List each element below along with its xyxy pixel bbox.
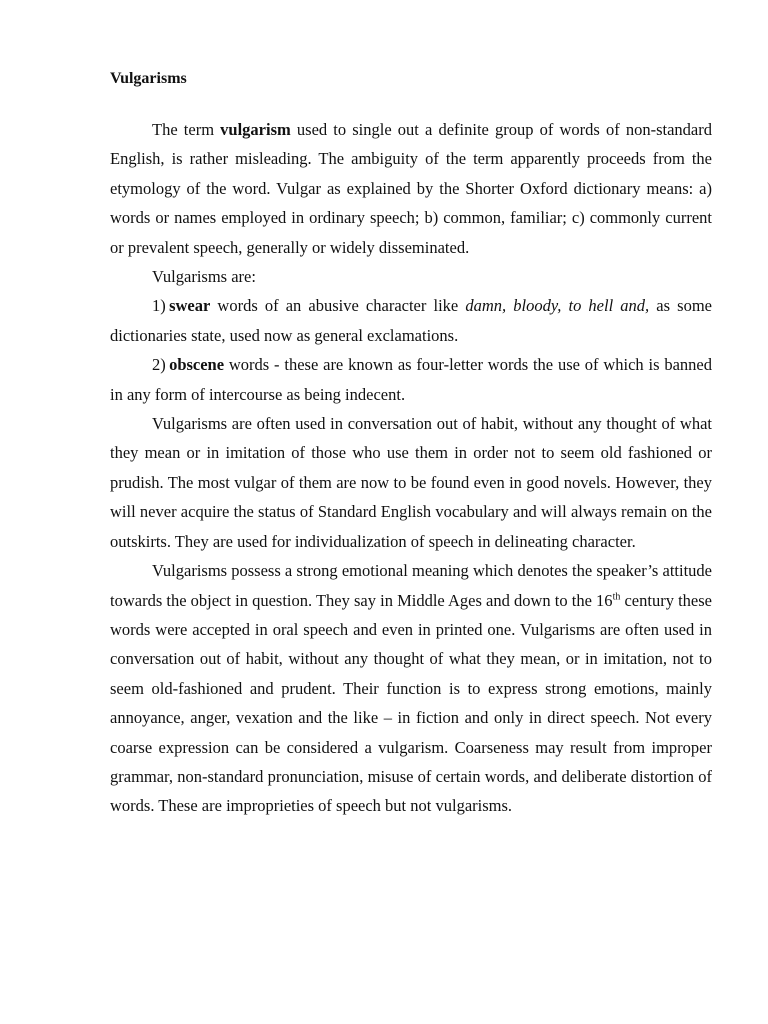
document-heading: Vulgarisms xyxy=(110,70,187,87)
paragraph-habit xyxy=(110,409,712,556)
text-run: Vulgarisms are often used in conversation out of habit, without any thought of what they mean or in imitation of those who use them in order not to seem old fashioned or prudish. The most vulgar of them are now to be found even in good novels. However, they will never acquire the status of Standard English vocabulary and will always remain on the outskirts. They are used for individualization of speech in delineating character. xyxy=(110,414,712,551)
text-run: as some dictionaries state, used now as general exclamations. xyxy=(110,296,712,345)
text-run: Vulgarisms are: xyxy=(152,267,256,287)
text-run: Vulgarisms possess a strong emotional meaning which denotes the speaker’s attitude towards the object in question. They say in Middle Ages and down to the 16 xyxy=(110,561,712,610)
paragraph-intro xyxy=(110,115,712,262)
paragraph-list-intro xyxy=(110,262,712,291)
bold-term: vulgarism xyxy=(220,120,291,139)
text-run: used to single out a definite group of words of non-standard English, is rather misleading. The ambiguity of the term apparently proceeds from the etymology of the word. Vulgar as explained by the Shorter Oxford dictionary means: a) words or names employed in ordinary speech; b) common, familiar; c) commonly current or prevalent speech, generally or widely disseminated. xyxy=(110,120,712,257)
text-run: century these words were accepted in oral speech and even in printed one. Vulgarisms are often used in conversation out of habit, without any thought of what they mean, or in imitation, not to seem old-fashioned and prudent. Their function is to express strong emotions, mainly annoyance, anger, vexation and the like – in fiction and only in direct speech. Not every coarse expression can be considered a vulgarism. Coarseness may result from improper grammar, non-standard pronunciation, misuse of certain words, and deliberate distortion of words. These are improprieties of speech but not vulgarisms. xyxy=(110,590,712,816)
paragraph-item-obscene xyxy=(110,350,712,409)
text-run: 2) xyxy=(152,355,170,375)
text-run: The term xyxy=(152,120,221,139)
superscript: th xyxy=(612,591,621,602)
paragraph-item-swear xyxy=(110,291,712,350)
bold-term: obscene xyxy=(169,355,225,375)
document-body xyxy=(110,115,712,821)
italic-examples: damn, bloody, to hell and, xyxy=(465,296,650,316)
text-run: words - these are known as four-letter words the use of which is banned in any form of intercourse as being indecent. xyxy=(110,355,712,404)
paragraph-emotional xyxy=(110,556,712,821)
bold-term: swear xyxy=(169,296,211,316)
text-run: words of an abusive character like xyxy=(210,296,466,316)
text-run: 1) xyxy=(152,296,170,316)
